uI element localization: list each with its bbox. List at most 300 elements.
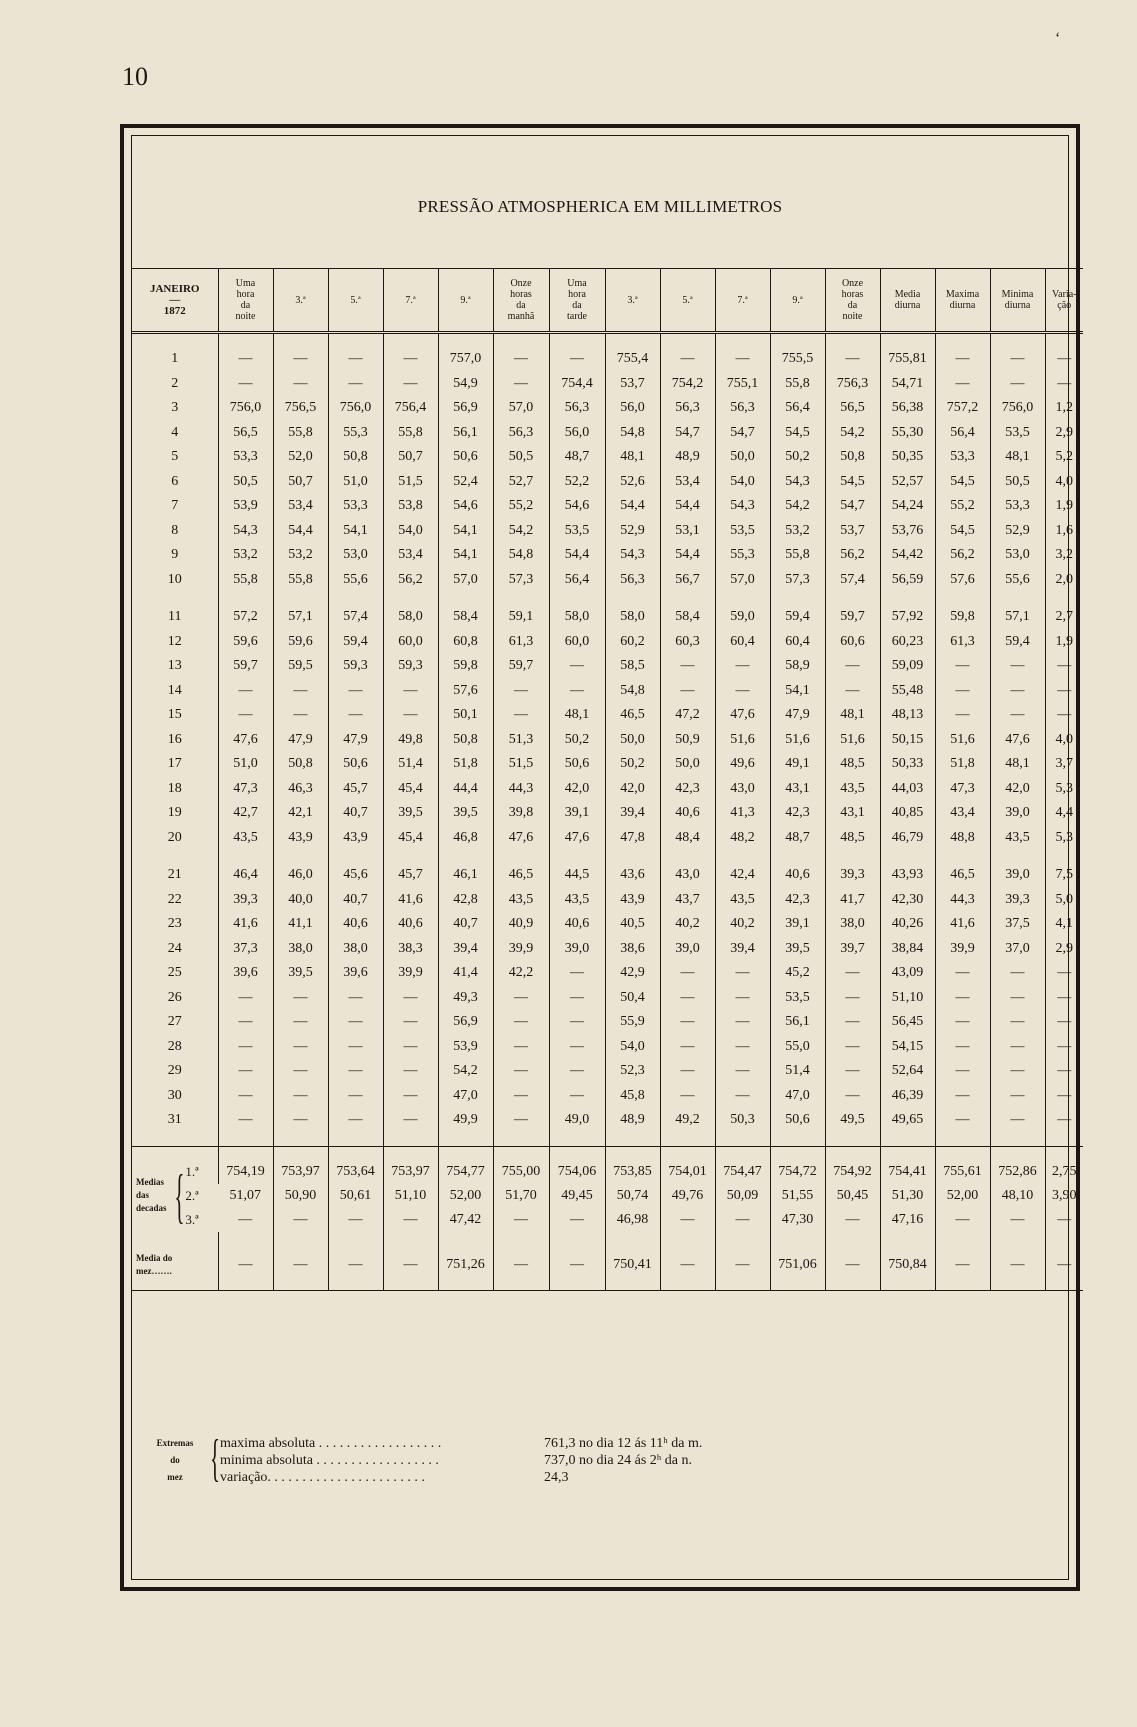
value-cell: — bbox=[383, 986, 438, 1011]
value-cell: 57,3 bbox=[770, 568, 825, 593]
value-cell: 755,4 bbox=[605, 347, 660, 372]
value-cell: — bbox=[493, 1108, 549, 1133]
value-cell: — bbox=[1045, 1208, 1083, 1232]
decade-mean-row bbox=[132, 1160, 1083, 1184]
row-label: 26 bbox=[167, 989, 182, 1005]
value-cell: — bbox=[383, 1108, 438, 1133]
value-cell: — bbox=[825, 347, 880, 372]
spacer-cell bbox=[715, 1133, 770, 1147]
value-cell: — bbox=[383, 1010, 438, 1035]
spacer-cell bbox=[1045, 1278, 1083, 1291]
spacer-cell bbox=[715, 1146, 770, 1160]
value-cell: 3,2 bbox=[1045, 543, 1083, 568]
value-cell: 55,9 bbox=[605, 1010, 660, 1035]
spacer-cell bbox=[715, 333, 770, 348]
value-cell: 55,8 bbox=[770, 543, 825, 568]
table-row bbox=[132, 445, 1083, 470]
value-cell: 43,1 bbox=[825, 801, 880, 826]
column-header-line: da bbox=[240, 300, 251, 311]
value-cell: — bbox=[328, 679, 383, 704]
spacer-cell bbox=[273, 1133, 328, 1147]
value-cell: 46,5 bbox=[493, 863, 549, 888]
value-cell: 54,4 bbox=[660, 543, 715, 568]
value-cell: 50,6 bbox=[770, 1108, 825, 1133]
value-cell: — bbox=[218, 347, 273, 372]
value-cell: — bbox=[493, 1208, 549, 1232]
value-cell: 56,4 bbox=[935, 421, 990, 446]
value-cell: 48,7 bbox=[549, 445, 605, 470]
value-cell: — bbox=[825, 986, 880, 1011]
value-cell: 42,0 bbox=[549, 777, 605, 802]
value-cell: — bbox=[715, 654, 770, 679]
value-cell: — bbox=[715, 961, 770, 986]
value-cell: 51,0 bbox=[218, 752, 273, 777]
value-cell: 40,0 bbox=[273, 888, 328, 913]
table-row bbox=[132, 1084, 1083, 1109]
table-row bbox=[132, 1035, 1083, 1060]
value-cell: 38,84 bbox=[880, 937, 935, 962]
value-cell: 37,5 bbox=[990, 912, 1045, 937]
value-cell: 41,3 bbox=[715, 801, 770, 826]
value-cell: 60,6 bbox=[825, 630, 880, 655]
value-cell: — bbox=[825, 1035, 880, 1060]
month-mean-row bbox=[132, 1252, 1083, 1278]
value-cell: 48,8 bbox=[935, 826, 990, 851]
spacer-cell bbox=[438, 1133, 493, 1147]
spacer-cell bbox=[825, 1278, 880, 1291]
value-cell: — bbox=[273, 679, 328, 704]
value-cell: — bbox=[238, 1211, 253, 1227]
value-cell: 53,0 bbox=[328, 543, 383, 568]
value-cell: 48,1 bbox=[990, 445, 1045, 470]
value-cell: 47,9 bbox=[328, 728, 383, 753]
extreme-max-value: 761,3 no dia 12 ás 11ʰ da m. bbox=[544, 1436, 703, 1451]
value-cell: — bbox=[549, 347, 605, 372]
value-cell: — bbox=[990, 654, 1045, 679]
value-cell: 42,7 bbox=[218, 801, 273, 826]
value-cell: 59,3 bbox=[328, 654, 383, 679]
value-cell: — bbox=[825, 679, 880, 704]
spacer-cell bbox=[605, 1133, 660, 1147]
value-cell: 38,0 bbox=[273, 937, 328, 962]
spacer-cell bbox=[990, 1278, 1045, 1291]
value-cell: 39,3 bbox=[218, 888, 273, 913]
value-cell: 39,3 bbox=[825, 863, 880, 888]
value-cell: 52,64 bbox=[880, 1059, 935, 1084]
value-cell: 50,5 bbox=[218, 470, 273, 495]
table-row bbox=[132, 654, 1083, 679]
value-cell: 58,0 bbox=[549, 605, 605, 630]
value-cell: 53,2 bbox=[218, 543, 273, 568]
value-cell: 42,3 bbox=[660, 777, 715, 802]
value-cell: 51,55 bbox=[770, 1184, 825, 1208]
value-cell: 53,4 bbox=[383, 543, 438, 568]
value-cell: 51,8 bbox=[935, 752, 990, 777]
value-cell: 54,1 bbox=[438, 543, 493, 568]
header-row bbox=[132, 269, 1083, 333]
value-cell: 39,0 bbox=[990, 863, 1045, 888]
decade-means-label-line: das bbox=[136, 1190, 150, 1200]
spacer-cell bbox=[328, 1146, 383, 1160]
value-cell: — bbox=[328, 1059, 383, 1084]
spacer-cell bbox=[715, 592, 770, 605]
value-cell: 42,0 bbox=[605, 777, 660, 802]
spacer-cell bbox=[328, 592, 383, 605]
row-label: 4 bbox=[171, 424, 179, 440]
value-cell: 42,30 bbox=[880, 888, 935, 913]
value-cell: 4,0 bbox=[1045, 728, 1083, 753]
spacer-cell bbox=[328, 850, 383, 863]
column-header bbox=[328, 269, 383, 333]
column-header bbox=[493, 269, 549, 333]
spacer-cell bbox=[605, 592, 660, 605]
value-cell: — bbox=[383, 1035, 438, 1060]
value-cell: 41,7 bbox=[825, 888, 880, 913]
value-cell: 754,01 bbox=[660, 1160, 715, 1184]
value-cell: 59,7 bbox=[218, 654, 273, 679]
value-cell: 49,2 bbox=[660, 1108, 715, 1133]
value-cell: — bbox=[935, 1010, 990, 1035]
column-header-line: da bbox=[572, 300, 582, 311]
value-cell: 56,3 bbox=[493, 421, 549, 446]
value-cell: 54,5 bbox=[825, 470, 880, 495]
value-cell: 755,00 bbox=[493, 1160, 549, 1184]
value-cell: 39,5 bbox=[438, 801, 493, 826]
value-cell: 39,6 bbox=[218, 961, 273, 986]
value-cell: — bbox=[1045, 703, 1083, 728]
spacer-cell bbox=[990, 1232, 1045, 1252]
value-cell: 4,1 bbox=[1045, 912, 1083, 937]
table-row bbox=[132, 347, 1083, 372]
value-cell: 59,7 bbox=[825, 605, 880, 630]
spacer-cell bbox=[493, 333, 549, 348]
value-cell: 44,3 bbox=[493, 777, 549, 802]
value-cell: — bbox=[273, 1035, 328, 1060]
value-cell: 51,6 bbox=[770, 728, 825, 753]
spacer-cell bbox=[715, 1278, 770, 1291]
value-cell: — bbox=[935, 679, 990, 704]
value-cell: 54,6 bbox=[549, 494, 605, 519]
value-cell: — bbox=[328, 986, 383, 1011]
value-cell: 54,4 bbox=[273, 519, 328, 544]
spacer-cell bbox=[383, 850, 438, 863]
value-cell: 40,5 bbox=[605, 912, 660, 937]
row-label: 10 bbox=[167, 571, 182, 587]
value-cell: 53,7 bbox=[825, 519, 880, 544]
value-cell: 53,3 bbox=[990, 494, 1045, 519]
value-cell: — bbox=[990, 986, 1045, 1011]
value-cell: — bbox=[935, 372, 990, 397]
value-cell: 56,3 bbox=[605, 568, 660, 593]
value-cell: 2,9 bbox=[1045, 421, 1083, 446]
spacer-cell bbox=[438, 333, 493, 348]
spacer-cell bbox=[328, 333, 383, 348]
value-cell: 50,5 bbox=[990, 470, 1045, 495]
value-cell: 40,26 bbox=[880, 912, 935, 937]
spacer-cell bbox=[935, 1232, 990, 1252]
column-header-line: da bbox=[847, 300, 858, 311]
value-cell: 56,3 bbox=[660, 396, 715, 421]
table-row bbox=[132, 421, 1083, 446]
value-cell: — bbox=[935, 1252, 990, 1278]
value-cell: 54,2 bbox=[438, 1059, 493, 1084]
value-cell: 57,4 bbox=[328, 605, 383, 630]
column-header-line: hora bbox=[568, 289, 586, 300]
value-cell: 48,9 bbox=[660, 445, 715, 470]
spacer-cell bbox=[328, 1133, 383, 1147]
value-cell: 39,5 bbox=[383, 801, 438, 826]
spacer-row bbox=[132, 333, 1083, 348]
value-cell: 50,8 bbox=[273, 752, 328, 777]
spacer-cell bbox=[605, 333, 660, 348]
value-cell: 39,1 bbox=[770, 912, 825, 937]
value-cell: 49,45 bbox=[549, 1184, 605, 1208]
value-cell: 41,6 bbox=[218, 912, 273, 937]
value-cell: — bbox=[935, 654, 990, 679]
value-cell: 43,4 bbox=[935, 801, 990, 826]
row-label: 16 bbox=[167, 731, 182, 747]
spacer-cell bbox=[132, 1232, 218, 1252]
column-header-line: da bbox=[516, 300, 526, 311]
column-header-line: manhã bbox=[507, 311, 535, 322]
value-cell: 44,4 bbox=[438, 777, 493, 802]
value-cell: 56,5 bbox=[218, 421, 273, 446]
spacer-cell bbox=[273, 592, 328, 605]
value-cell: 60,0 bbox=[549, 630, 605, 655]
row-label: 24 bbox=[167, 940, 182, 956]
table-row bbox=[132, 826, 1083, 851]
value-cell: 51,4 bbox=[383, 752, 438, 777]
table-row bbox=[132, 912, 1083, 937]
value-cell: 54,1 bbox=[438, 519, 493, 544]
value-cell: 52,00 bbox=[935, 1184, 990, 1208]
value-cell: 47,0 bbox=[438, 1084, 493, 1109]
spacer-cell bbox=[218, 1146, 273, 1160]
value-cell: 52,00 bbox=[438, 1184, 493, 1208]
value-cell: 48,5 bbox=[825, 826, 880, 851]
year: 1872 bbox=[163, 304, 186, 317]
value-cell: 57,4 bbox=[825, 568, 880, 593]
value-cell: — bbox=[383, 1059, 438, 1084]
value-cell: 46,5 bbox=[935, 863, 990, 888]
row-label: 23 bbox=[167, 916, 182, 932]
value-cell: 43,5 bbox=[990, 826, 1045, 851]
value-cell: 54,0 bbox=[383, 519, 438, 544]
spacer-cell bbox=[935, 1133, 990, 1147]
value-cell: 51,10 bbox=[383, 1184, 438, 1208]
value-cell: 756,5 bbox=[273, 396, 328, 421]
value-cell: — bbox=[218, 703, 273, 728]
value-cell: 59,4 bbox=[990, 630, 1045, 655]
value-cell: 47,9 bbox=[273, 728, 328, 753]
value-cell: 3,90 bbox=[1045, 1184, 1083, 1208]
value-cell: — bbox=[549, 1084, 605, 1109]
value-cell: 50,90 bbox=[273, 1184, 328, 1208]
value-cell: 2,9 bbox=[1045, 937, 1083, 962]
value-cell: — bbox=[825, 961, 880, 986]
value-cell: — bbox=[328, 703, 383, 728]
value-cell: 4,4 bbox=[1045, 801, 1083, 826]
value-cell: 54,8 bbox=[605, 679, 660, 704]
value-cell: — bbox=[493, 1035, 549, 1060]
extreme-min-label: minima absoluta . . . . . . . . . . . . . . . . . . bbox=[220, 1453, 439, 1468]
value-cell: 53,8 bbox=[383, 494, 438, 519]
value-cell: — bbox=[273, 372, 328, 397]
value-cell: 54,7 bbox=[825, 494, 880, 519]
value-cell: 46,3 bbox=[273, 777, 328, 802]
value-cell: 48,2 bbox=[715, 826, 770, 851]
value-cell: — bbox=[493, 986, 549, 1011]
value-cell: 753,64 bbox=[328, 1160, 383, 1184]
spacer-cell bbox=[825, 333, 880, 348]
spacer-cell bbox=[549, 1232, 605, 1252]
value-cell: 55,8 bbox=[218, 568, 273, 593]
table-row bbox=[132, 937, 1083, 962]
column-header bbox=[825, 269, 880, 333]
spacer-cell bbox=[935, 592, 990, 605]
value-cell: 53,5 bbox=[715, 519, 770, 544]
value-cell: — bbox=[383, 347, 438, 372]
value-cell: 757,0 bbox=[438, 347, 493, 372]
value-cell: 46,39 bbox=[880, 1084, 935, 1109]
row-label: 2 bbox=[171, 375, 179, 391]
spacer-cell bbox=[132, 1133, 218, 1147]
value-cell: 52,0 bbox=[273, 445, 328, 470]
value-cell: — bbox=[328, 1252, 383, 1278]
table-row bbox=[132, 703, 1083, 728]
spacer-cell bbox=[383, 333, 438, 348]
column-header bbox=[1045, 269, 1083, 333]
value-cell: 42,9 bbox=[605, 961, 660, 986]
value-cell: 54,7 bbox=[660, 421, 715, 446]
row-label: 15 bbox=[167, 707, 182, 723]
value-cell: 60,3 bbox=[660, 630, 715, 655]
spacer-cell bbox=[218, 592, 273, 605]
value-cell: 753,97 bbox=[273, 1160, 328, 1184]
table-row bbox=[132, 888, 1083, 913]
value-cell: 49,5 bbox=[825, 1108, 880, 1133]
value-cell: 55,48 bbox=[880, 679, 935, 704]
month-dash: — bbox=[169, 293, 181, 306]
value-cell: 7,5 bbox=[1045, 863, 1083, 888]
value-cell: — bbox=[715, 986, 770, 1011]
value-cell: 46,5 bbox=[605, 703, 660, 728]
value-cell: — bbox=[383, 703, 438, 728]
value-cell: — bbox=[549, 1035, 605, 1060]
value-cell: 43,6 bbox=[605, 863, 660, 888]
value-cell: 50,2 bbox=[605, 752, 660, 777]
spacer-cell bbox=[549, 333, 605, 348]
value-cell: 49,6 bbox=[715, 752, 770, 777]
spacer-cell bbox=[493, 850, 549, 863]
value-cell: 50,1 bbox=[438, 703, 493, 728]
value-cell: 48,1 bbox=[605, 445, 660, 470]
spacer-cell bbox=[383, 1133, 438, 1147]
value-cell: 56,9 bbox=[438, 396, 493, 421]
spacer-cell bbox=[770, 1232, 825, 1252]
value-cell: 59,4 bbox=[328, 630, 383, 655]
value-cell: 57,1 bbox=[990, 605, 1045, 630]
value-cell: 55,6 bbox=[990, 568, 1045, 593]
spacer-cell bbox=[438, 850, 493, 863]
value-cell: — bbox=[660, 1035, 715, 1060]
value-cell: 55,2 bbox=[935, 494, 990, 519]
value-cell: 39,9 bbox=[383, 961, 438, 986]
value-cell: 52,7 bbox=[493, 470, 549, 495]
spacer-cell bbox=[383, 1278, 438, 1291]
column-header-line: Maxima bbox=[945, 289, 980, 300]
value-cell: — bbox=[715, 1035, 770, 1060]
value-cell: 54,6 bbox=[438, 494, 493, 519]
value-cell: — bbox=[660, 679, 715, 704]
value-cell: — bbox=[660, 654, 715, 679]
value-cell: 54,0 bbox=[605, 1035, 660, 1060]
value-cell: 54,3 bbox=[715, 494, 770, 519]
value-cell: 43,09 bbox=[880, 961, 935, 986]
value-cell: 39,4 bbox=[438, 937, 493, 962]
value-cell: 754,92 bbox=[825, 1160, 880, 1184]
column-header-line: noite bbox=[235, 311, 256, 322]
value-cell: — bbox=[935, 347, 990, 372]
value-cell: 46,1 bbox=[438, 863, 493, 888]
value-cell: 51,0 bbox=[328, 470, 383, 495]
row-label: 13 bbox=[167, 658, 182, 674]
value-cell: 60,4 bbox=[715, 630, 770, 655]
value-cell: 50,4 bbox=[605, 986, 660, 1011]
value-cell: — bbox=[328, 1208, 383, 1232]
value-cell: 52,6 bbox=[605, 470, 660, 495]
spacer-cell bbox=[935, 850, 990, 863]
table-row bbox=[132, 470, 1083, 495]
value-cell: — bbox=[273, 703, 328, 728]
value-cell: 48,1 bbox=[549, 703, 605, 728]
value-cell: 756,0 bbox=[328, 396, 383, 421]
extreme-max-label: maxima absoluta . . . . . . . . . . . . . . . . . . bbox=[220, 1436, 442, 1451]
table-row bbox=[132, 543, 1083, 568]
spacer-cell bbox=[549, 1146, 605, 1160]
column-header-line: 3.ª bbox=[627, 294, 638, 306]
spacer-cell bbox=[605, 1278, 660, 1291]
column-header bbox=[935, 269, 990, 333]
value-cell: 60,4 bbox=[770, 630, 825, 655]
value-cell: 45,4 bbox=[383, 777, 438, 802]
value-cell: 59,4 bbox=[770, 605, 825, 630]
spacer-cell bbox=[715, 850, 770, 863]
spacer-cell bbox=[825, 592, 880, 605]
value-cell: — bbox=[935, 1108, 990, 1133]
value-cell: 5,3 bbox=[1045, 826, 1083, 851]
spacer-cell bbox=[660, 1133, 715, 1147]
spacer-cell bbox=[880, 1278, 935, 1291]
value-cell: 51,5 bbox=[383, 470, 438, 495]
value-cell: 39,0 bbox=[990, 801, 1045, 826]
row-label: 29 bbox=[167, 1063, 182, 1079]
value-cell: — bbox=[935, 1059, 990, 1084]
value-cell: — bbox=[990, 679, 1045, 704]
spacer-cell bbox=[438, 592, 493, 605]
spacer-cell bbox=[549, 1278, 605, 1291]
value-cell: 58,0 bbox=[383, 605, 438, 630]
value-cell: 55,2 bbox=[493, 494, 549, 519]
value-cell: 50,8 bbox=[328, 445, 383, 470]
month-mean-label bbox=[132, 1252, 218, 1278]
spacer-cell bbox=[660, 1146, 715, 1160]
value-cell: 53,2 bbox=[273, 543, 328, 568]
table-row bbox=[132, 728, 1083, 753]
value-cell: 39,3 bbox=[990, 888, 1045, 913]
value-cell: 56,1 bbox=[438, 421, 493, 446]
column-header-line: diurna bbox=[894, 300, 921, 311]
